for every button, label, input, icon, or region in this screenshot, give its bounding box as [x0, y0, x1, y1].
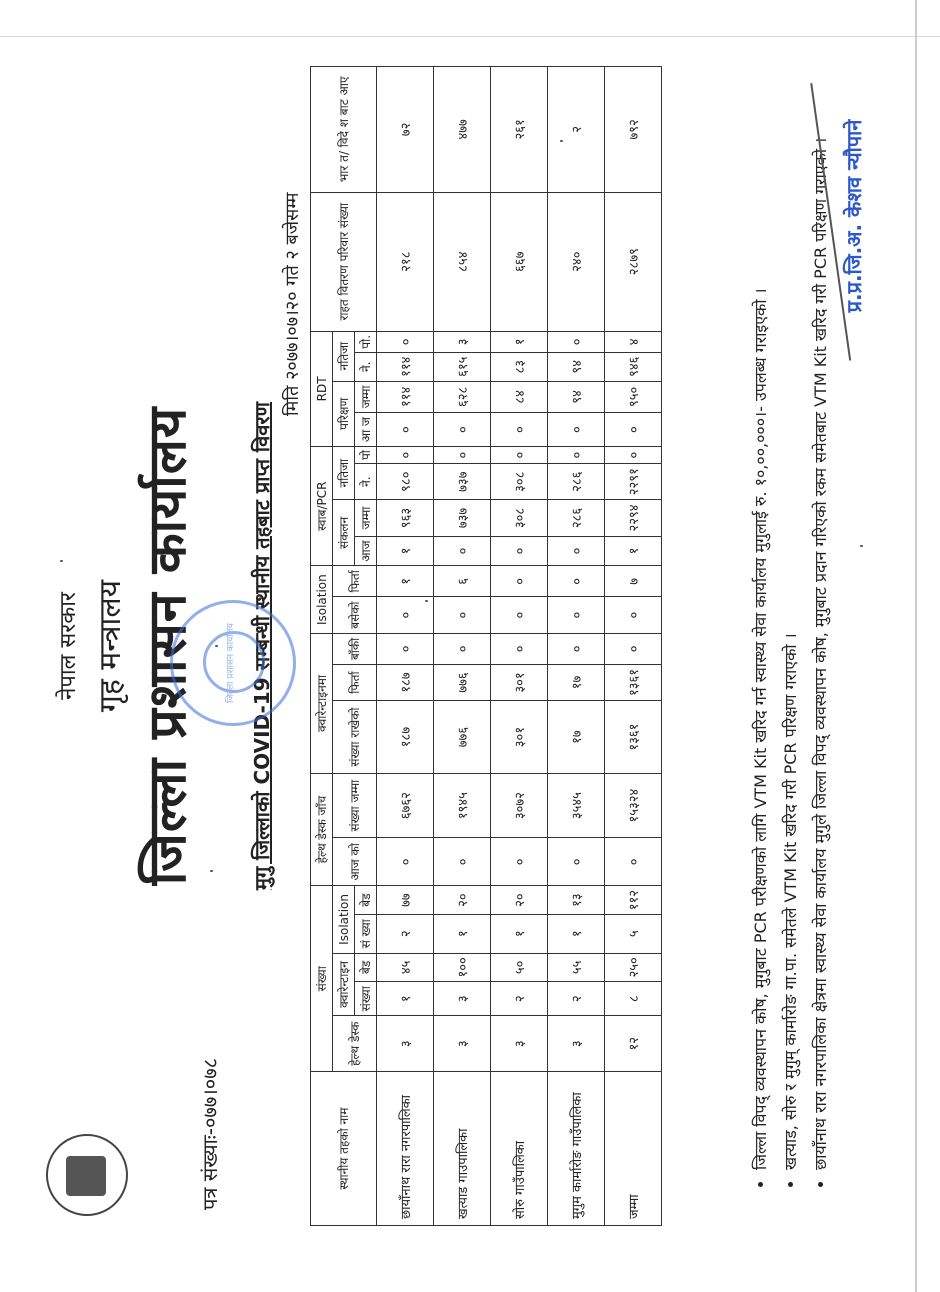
table-cell: ५ — [605, 914, 662, 953]
table-cell: ३०८ — [491, 500, 548, 536]
table-cell: ० — [548, 536, 605, 566]
scan-edge-top — [0, 26, 940, 37]
col-iso-bed: बेड — [355, 886, 377, 915]
table-cell: १ — [491, 914, 548, 953]
table-cell: ८४ — [491, 381, 548, 413]
table-cell: १ — [605, 536, 662, 566]
col-quarantine-in-group: क्वारेन्टाइनमा — [311, 633, 333, 773]
table-cell: ११२ — [605, 886, 662, 915]
table-cell: २ — [491, 982, 548, 1016]
table-cell: २१८ — [377, 192, 434, 331]
table-cell: ० — [434, 536, 491, 566]
table-row — [548, 67, 605, 1226]
stats-table-body — [377, 67, 662, 1226]
col-swab-result: नतिजा — [333, 447, 355, 500]
table-cell: ० — [434, 597, 491, 634]
col-iso-staying: बसेको — [333, 597, 377, 634]
table-cell: ० — [605, 413, 662, 447]
col-abroad: भार त/ विदे श बाट आए — [311, 67, 377, 193]
table-cell: ७ — [605, 566, 662, 597]
row-local-name: जम्मा — [605, 1072, 662, 1226]
table-cell: ३०७२ — [491, 773, 548, 837]
col-swab-group: स्वाब/PCR — [311, 447, 333, 566]
table-cell: ३ — [548, 1016, 605, 1072]
col-quarantine: क्वारेन्टाइन — [333, 953, 355, 1016]
col-relief: राहत वितरण परिवार संख्या — [311, 192, 377, 331]
col-q-number: संख्या — [355, 982, 377, 1016]
table-cell: १५३२४ — [605, 773, 662, 837]
table-cell: ० — [377, 447, 434, 464]
col-iso-returned: फिर्ता — [333, 566, 377, 597]
table-cell: ३०१ — [491, 664, 548, 700]
col-count-group: संख्या — [311, 886, 333, 1072]
table-cell: ० — [377, 331, 434, 352]
table-cell: ९८० — [377, 464, 434, 500]
stamp-text: जिल्ला प्रशासन कार्यालय — [226, 623, 236, 703]
table-cell: १९४५ — [434, 773, 491, 837]
table-cell: ९४ — [548, 381, 605, 413]
table-cell: १८७ — [377, 701, 434, 774]
col-rdt-neg: ने. — [355, 352, 377, 381]
row-local-name: सोरु गाउँपालिका — [491, 1072, 548, 1226]
table-cell: ८५४ — [434, 192, 491, 331]
table-cell: ० — [434, 838, 491, 886]
ministry-name: गृह मन्त्रालय — [93, 579, 128, 713]
table-cell: १३६१ — [605, 664, 662, 700]
table-cell: १२ — [605, 1016, 662, 1072]
row-local-name: मुगुम कार्मारोङ गाउँपालिका — [548, 1072, 605, 1226]
government-name: नेपाल सरकार — [56, 592, 81, 700]
covid-stats-table — [310, 66, 662, 1226]
table-cell: ११४ — [377, 381, 434, 413]
table-cell: ७३७ — [434, 500, 491, 536]
table-cell: ० — [434, 413, 491, 447]
document-title: मुगु जिल्लाको COVID-19 सम्बन्धी स्थानीय तहबाट प्राप्त विवरण — [250, 402, 274, 891]
table-cell: २२९१ — [605, 464, 662, 500]
col-q-returned: फिर्ता — [333, 664, 377, 700]
col-local-name: स्थानीय तहको नाम — [311, 1072, 377, 1226]
table-cell: २० — [434, 886, 491, 915]
table-cell: ० — [491, 447, 548, 464]
table-cell: ४५ — [377, 953, 434, 982]
col-health-desk: हेल्थ डेस्क — [333, 1016, 377, 1072]
table-cell: १३६१ — [605, 701, 662, 774]
table-cell: ७७६ — [434, 701, 491, 774]
table-cell: ० — [491, 597, 548, 634]
col-rdt-group: RDT — [311, 331, 333, 446]
col-rdt-pos: पो. — [355, 331, 377, 352]
note-item: • छायाँनाथ रारा नगरपालिका क्षेत्रमा स्वास्थ्य सेवा कार्यालय मुगुले जिल्ला विपद् व्यवस्थापन कोष, मुगुबाट प्रदान गरिएको रकम समेतबाट VTM Kit खरिद गरी PCR परिक्षण गराएको । — [806, 70, 836, 1170]
table-cell: ० — [605, 838, 662, 886]
table-cell: ३ — [434, 982, 491, 1016]
table-cell: ६२८ — [434, 381, 491, 413]
col-rdt-result: नतिजा — [333, 331, 355, 381]
table-cell: ० — [434, 633, 491, 664]
table-cell: ३ — [434, 331, 491, 352]
table-cell: १ — [377, 566, 434, 597]
table-cell: २६१ — [491, 67, 548, 193]
table-cell: ५० — [491, 953, 548, 982]
table-cell: २ — [548, 982, 605, 1016]
col-q-kept: संख्या राखेको — [333, 701, 377, 774]
row-local-name: खत्याड गाउपालिका — [434, 1072, 491, 1226]
table-cell: ० — [605, 447, 662, 464]
table-cell: ० — [548, 597, 605, 634]
table-cell: १७ — [548, 701, 605, 774]
col-isolation-group: Isolation — [311, 566, 333, 634]
office-stamp — [170, 600, 296, 726]
col-iso-number: सं ख्या — [355, 914, 377, 953]
table-cell: १७ — [548, 664, 605, 700]
table-cell: ३०१ — [491, 701, 548, 774]
table-cell: ४ — [605, 331, 662, 352]
document-date: मिति २०७७।०७।२० गते २ बजेसम्म — [282, 192, 303, 416]
table-cell: १८७ — [377, 664, 434, 700]
table-cell: २४० — [548, 192, 605, 331]
table-cell: ० — [605, 633, 662, 664]
table-cell: १ — [434, 914, 491, 953]
row-local-name: छायाँनाथ रारा नगरपालिका — [377, 1072, 434, 1226]
table-cell: ३०८ — [491, 464, 548, 500]
table-cell: ६६७ — [491, 192, 548, 331]
col-swab-today: आज — [355, 536, 377, 566]
col-q-bed: बेड — [355, 953, 377, 982]
col-isolation: Isolation — [333, 886, 355, 953]
table-cell: १ — [377, 536, 434, 566]
table-row — [377, 67, 434, 1226]
table-cell: ० — [548, 566, 605, 597]
table-cell: ० — [548, 633, 605, 664]
table-cell: ० — [491, 536, 548, 566]
table-cell: २२९४ — [605, 500, 662, 536]
table-cell: ० — [377, 413, 434, 447]
table-cell: ६१५ — [434, 352, 491, 381]
table-cell: ७२ — [377, 67, 434, 193]
table-cell: ५५ — [548, 953, 605, 982]
table-cell: ० — [548, 838, 605, 886]
table-row — [491, 67, 548, 1226]
col-rdt-total: जम्मा — [355, 381, 377, 413]
table-cell: २ — [377, 914, 434, 953]
table-cell: ० — [548, 413, 605, 447]
table-cell: ७७६ — [434, 664, 491, 700]
col-rdt-today: आ ज — [355, 413, 377, 447]
col-swab-pos: पो — [355, 447, 377, 464]
table-cell: ७९२ — [605, 67, 662, 193]
col-swab-total: जम्मा — [355, 500, 377, 536]
table-cell: ३ — [434, 1016, 491, 1072]
table-cell: ० — [491, 633, 548, 664]
table-cell: ७३७ — [434, 464, 491, 500]
table-cell: १ — [491, 331, 548, 352]
col-q-remaining: बाँकी — [333, 633, 377, 664]
rotated-document — [10, 46, 910, 1246]
col-rdt-test: परिक्षण — [333, 381, 355, 446]
table-cell: ९४ — [548, 352, 605, 381]
table-cell: ८ — [605, 982, 662, 1016]
table-cell: २५० — [605, 953, 662, 982]
table-cell: १०० — [434, 953, 491, 982]
table-cell: २ — [548, 67, 605, 193]
table-cell: ३ — [377, 1016, 434, 1072]
table-cell: ३५४५ — [548, 773, 605, 837]
table-cell: १ — [548, 914, 605, 953]
table-cell: ३ — [491, 1016, 548, 1072]
table-cell: १ — [377, 982, 434, 1016]
table-cell: २८६ — [548, 464, 605, 500]
table-cell: ० — [548, 447, 605, 464]
table-cell: ११४ — [377, 352, 434, 381]
table-cell: २० — [491, 886, 548, 915]
table-cell: ० — [377, 633, 434, 664]
note-item: • जिल्ला विपद् व्यवस्थापन कोष, मुगुबाट PCR परीक्षणको लागि VTM Kit खरिद गर्न स्वास्थ्य सेवा कार्यालय मुगुलाई रु. १०,००,०००।- उपलब्ध गराइएको । — [746, 70, 776, 1170]
table-cell: ६ — [434, 566, 491, 597]
office-name: जिल्ला प्रशासन कार्यालय — [138, 406, 198, 886]
table-cell: ७७ — [377, 886, 434, 915]
letter-number: पत्र संख्याः-०७७।०७८ — [198, 1058, 222, 1210]
table-cell: ४७७ — [434, 67, 491, 193]
note-item: • खत्याड, सोरु र मुगुम् कार्मारोङ गा.पा. समेतले VTM Kit खरिद गरी PCR परिक्षण गराएको । — [776, 70, 806, 1170]
table-cell: ० — [605, 597, 662, 634]
table-cell: २८६ — [548, 500, 605, 536]
table-cell: ० — [491, 413, 548, 447]
col-collection: संकलन — [333, 500, 355, 566]
table-cell: ० — [434, 447, 491, 464]
table-cell: ९५० — [605, 381, 662, 413]
table-cell: ० — [491, 566, 548, 597]
table-cell: ० — [548, 331, 605, 352]
scan-edge-right — [915, 0, 917, 1292]
table-cell: ० — [491, 838, 548, 886]
col-hd-total: संख्या जम्मा — [333, 773, 377, 837]
col-hd-check-group: हेल्थ डेस्क जाँच — [311, 773, 333, 885]
table-cell: ६७६२ — [377, 773, 434, 837]
table-cell: ९४६ — [605, 352, 662, 381]
table-cell: १३ — [548, 886, 605, 915]
table-cell: ० — [377, 838, 434, 886]
table-cell: ० — [377, 597, 434, 634]
col-hd-today: आज को — [333, 838, 377, 886]
table-cell: २८७९ — [605, 192, 662, 331]
table-row — [434, 67, 491, 1226]
col-swab-neg: ने. — [355, 464, 377, 500]
table-row — [605, 67, 662, 1226]
table-cell: ८३ — [491, 352, 548, 381]
table-cell: ९६३ — [377, 500, 434, 536]
signatory-name: प्र.प्र.जि.अ. केशव न्यौपाने — [842, 119, 866, 313]
